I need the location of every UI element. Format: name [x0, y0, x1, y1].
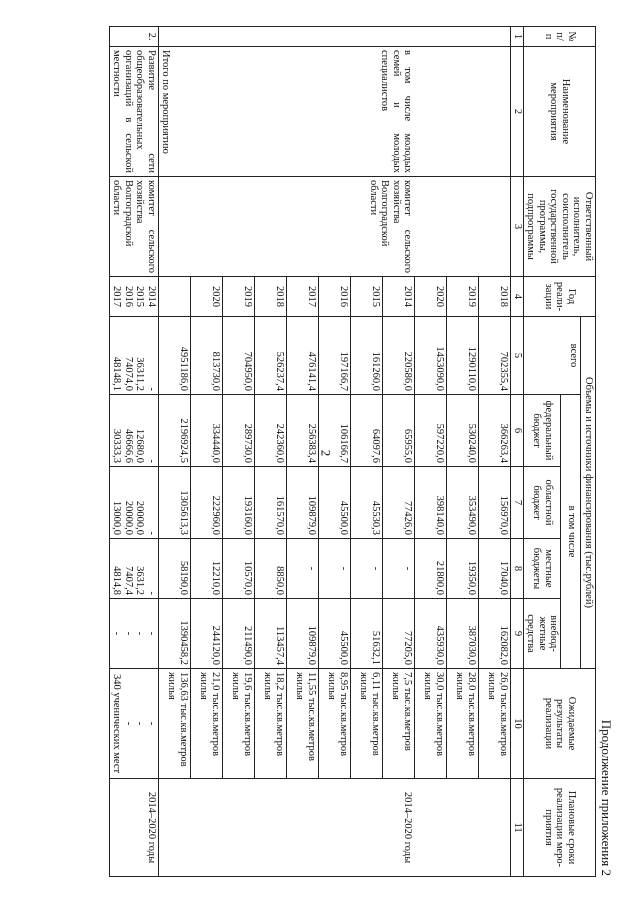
local-cell: 17040,0	[478, 539, 510, 599]
total-row	[158, 27, 190, 877]
year-cell: 2018	[254, 277, 286, 317]
regional-cell: 161570,0	[254, 467, 286, 539]
item-num: 2.	[109, 27, 158, 47]
funding-table	[109, 26, 596, 877]
year-cell: 2017	[286, 277, 318, 317]
extra-cell: 211490,0	[222, 599, 254, 669]
result-cell: 28,0 тыс.кв.метров жилья	[446, 669, 478, 779]
youth-term: 2014–2020 годы	[190, 779, 414, 877]
extra-cell: - - - -	[109, 599, 158, 669]
total-cell: 1453090,0	[414, 317, 446, 395]
total-cell: 704950,0	[222, 317, 254, 395]
num-cell	[190, 27, 414, 47]
header-extra: внебюд-жетные средства	[523, 599, 561, 669]
local-cell: 19350,0	[446, 539, 478, 599]
column-number: 4	[510, 277, 523, 317]
total-cell: 1290110,0	[446, 317, 478, 395]
year-cell: 2019	[222, 277, 254, 317]
total-cell: 220586,0	[382, 317, 414, 395]
result-cell: 21,0 тыс.кв.метров жилья	[190, 669, 222, 779]
item-term: 2014–2020 годы	[109, 779, 158, 877]
column-number: 11	[510, 779, 523, 877]
local-cell: 21800,0	[414, 539, 446, 599]
year-cell: 2019	[446, 277, 478, 317]
year-cell: 2018	[478, 277, 510, 317]
local-cell: -	[350, 539, 382, 599]
header-name: Наименование мероприятия	[523, 47, 595, 177]
total-cell: 161260,0	[350, 317, 382, 395]
regional-cell: 353490,0	[446, 467, 478, 539]
header-local: местные бюджеты	[523, 539, 561, 599]
header-total: всего	[523, 317, 581, 395]
total-cell: 813730,0	[190, 317, 222, 395]
federal-cell: 597220,0	[414, 395, 446, 467]
column-number: 2	[510, 47, 523, 177]
total-cell: 197166,7	[318, 317, 350, 395]
year-cell: 2014 2015 2016 2017	[109, 277, 158, 317]
result-cell: 8,95 тыс.кв.метров жилья	[318, 669, 350, 779]
regional-cell: 222960,0	[190, 467, 222, 539]
result-cell: 26,0 тыс.кв.метров жилья	[478, 669, 510, 779]
header-terms: Плановые сроки реализации меро-приятия	[523, 779, 595, 877]
table-row	[478, 27, 510, 877]
local-cell: 10570,0	[222, 539, 254, 599]
header-results: Ожидаемые результаты реализации	[523, 669, 595, 779]
federal-cell: 65955,0	[382, 395, 414, 467]
year-cell: 2016	[318, 277, 350, 317]
total-cell: 702355,4	[478, 317, 510, 395]
extra-cell: 77205,0	[382, 599, 414, 669]
regional-cell: 45530,3	[350, 467, 382, 539]
local-cell: -	[318, 539, 350, 599]
result-cell: - - - 340 ученических мест	[109, 669, 158, 779]
column-number: 5	[510, 317, 523, 395]
regional-cell: 45500,0	[318, 467, 350, 539]
column-number: 9	[510, 599, 523, 669]
header-federal: федеральный бюджет	[523, 395, 561, 467]
header-regional: областной бюджет	[523, 467, 561, 539]
federal-cell: - 12680,0 46666,6 30333,3	[109, 395, 158, 467]
name-cell	[414, 47, 510, 177]
youth-executor: комитет сельского хозяйства Волгоградской области	[190, 177, 414, 277]
result-cell: 11,55 тыс.кв.метров жилья	[286, 669, 318, 779]
column-number: 8	[510, 539, 523, 599]
header-year: Год реали-зации	[523, 277, 595, 317]
federal-cell: 2196924,5	[158, 395, 190, 467]
table-row	[109, 27, 158, 877]
year-cell: 2014	[382, 277, 414, 317]
result-cell: 6,11 тыс.кв.метров жилья	[350, 669, 382, 779]
total-cell: - 36311,2 74074,0 48148,1	[109, 317, 158, 395]
table-row	[382, 27, 414, 877]
federal-cell: 334440,0	[190, 395, 222, 467]
extra-cell: 387030,0	[446, 599, 478, 669]
num-cell	[158, 27, 190, 47]
regional-cell: 1305613,3	[158, 467, 190, 539]
column-number: 3	[510, 177, 523, 277]
regional-cell: 193160,0	[222, 467, 254, 539]
extra-cell: 45500,0	[318, 599, 350, 669]
column-number: 10	[510, 669, 523, 779]
regional-cell: 398140,0	[414, 467, 446, 539]
federal-cell: 256383,4	[286, 395, 318, 467]
term-cell	[158, 779, 190, 877]
result-cell: 18,2 тыс.кв.метров жилья	[254, 669, 286, 779]
extra-cell: 1390458,2	[158, 599, 190, 669]
result-cell: 136,63 тыс.кв.метров жилья	[158, 669, 190, 779]
column-number: 1	[510, 27, 523, 47]
num-cell	[414, 27, 510, 47]
extra-cell: 113457,4	[254, 599, 286, 669]
result-cell: 19,6 тыс.кв.метров жилья	[222, 669, 254, 779]
regional-cell: 109879,0	[286, 467, 318, 539]
local-cell: 12210,0	[190, 539, 222, 599]
local-cell: 58190,0	[158, 539, 190, 599]
rotated-page	[24, 26, 614, 876]
result-cell: 7,5 тыс.кв.метров жилья	[382, 669, 414, 779]
local-cell: -	[286, 539, 318, 599]
header-num: № п/п	[523, 27, 595, 47]
total-cell: 4951186,0	[158, 317, 190, 395]
regional-cell: 77426,0	[382, 467, 414, 539]
column-number: 6	[510, 395, 523, 467]
executor-cell	[158, 177, 190, 277]
federal-cell: 289730,0	[222, 395, 254, 467]
local-cell: - 3631,2 7407,4 4814,8	[109, 539, 158, 599]
page-number: 2	[318, 449, 334, 457]
item-executor: комитет сельского хозяйства Волгоградской области	[109, 177, 158, 277]
year-cell: 2020	[414, 277, 446, 317]
total-label: Итого по мероприятию	[158, 47, 190, 177]
federal-cell: 106166,7	[318, 395, 350, 467]
federal-cell: 242360,0	[254, 395, 286, 467]
federal-cell: 530240,0	[446, 395, 478, 467]
regional-cell: 156970,0	[478, 467, 510, 539]
item-name: Развитие сети общеобразовательных организаций в сельской местности	[109, 47, 158, 177]
extra-cell: 435930,0	[414, 599, 446, 669]
header-executor: Ответственный исполнитель, соисполнитель государственной программы, подпрограммы	[523, 177, 595, 277]
local-cell: 8850,0	[254, 539, 286, 599]
federal-cell: 366263,4	[478, 395, 510, 467]
extra-cell: 109879,0	[286, 599, 318, 669]
regional-cell: - 20000,0 20000,0 13000,0	[109, 467, 158, 539]
year-cell: 2020	[190, 277, 222, 317]
local-cell: -	[382, 539, 414, 599]
result-cell: 30,0 тыс.кв.метров жилья	[414, 669, 446, 779]
total-cell: 476141,4	[286, 317, 318, 395]
term-cell	[414, 779, 510, 877]
extra-cell: 162082,0	[478, 599, 510, 669]
year-cell	[158, 277, 190, 317]
extra-cell: 51632,1	[350, 599, 382, 669]
appendix-continuation: Продолжение приложения 2	[599, 719, 614, 876]
header-funding: Объемы и источники финансирования (тыс.рублей)	[581, 317, 596, 669]
executor-cell	[414, 177, 510, 277]
federal-cell: 64097,6	[350, 395, 382, 467]
extra-cell: 244120,0	[190, 599, 222, 669]
total-cell: 526237,4	[254, 317, 286, 395]
youth-name: в том числе молодых семей и молодых специалистов	[190, 47, 414, 177]
year-cell: 2015	[350, 277, 382, 317]
column-number: 7	[510, 467, 523, 539]
header-incl: в том числе	[561, 395, 581, 669]
